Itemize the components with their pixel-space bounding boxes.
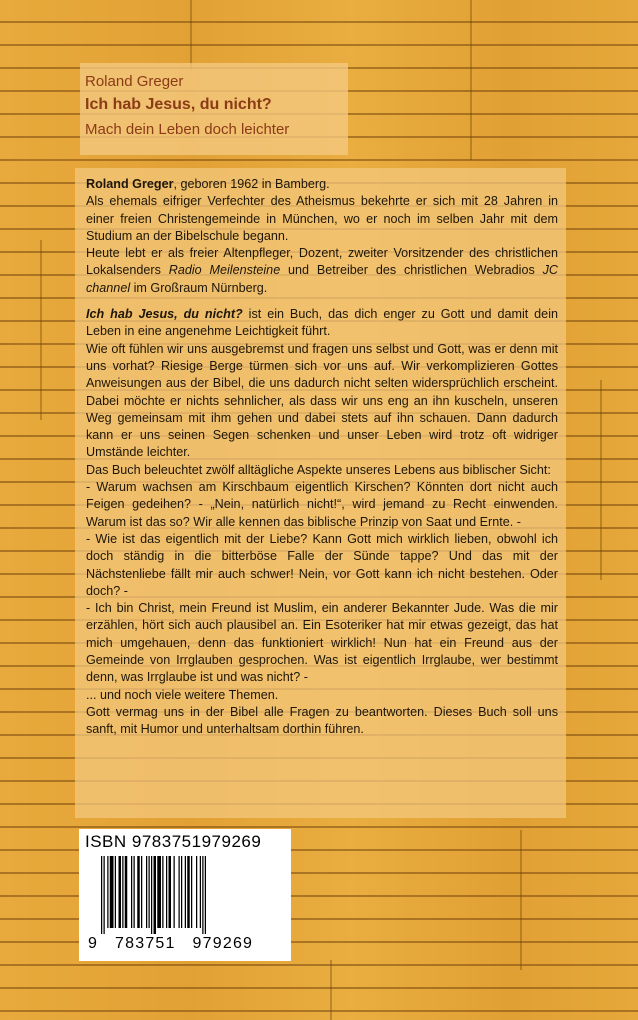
barcode-bar: [122, 856, 123, 928]
isbn-digits: 9 783751 979269: [88, 935, 254, 952]
barcode-bar: [141, 856, 142, 928]
barcode-bar: [110, 856, 114, 928]
aspects-paragraph: Das Buch beleuchtet zwölf alltägliche Aspekte unseres Lebens aus biblischer Sicht:: [86, 462, 551, 477]
barcode-bar: [200, 856, 201, 928]
barcode-bar: [205, 856, 206, 934]
barcode-bar: [134, 856, 135, 928]
closing-paragraph: Gott vermag uns in der Bibel alle Fragen zu beantworten. Dieses Buch soll uns sanft, mit Humor und unterhaltsam dorthin führen.: [86, 704, 558, 737]
barcode-bar: [185, 856, 186, 928]
topic-cherry-tree: - Warum wachsen am Kirschbaum eigentlich Kirschen? Könnten dort nicht auch Feigen gedeihen? - „Nein, natürlich nicht!“, wird jemand zu Recht einwenden. Warum ist das so? Wir alle kennen das biblische Prinzip von Saat und Ernte. -: [86, 480, 558, 529]
author-name: Roland Greger: [85, 73, 184, 90]
barcode-bar: [157, 856, 161, 928]
barcode-bar: [104, 856, 105, 934]
author-name-bold: Roland Greger: [86, 177, 174, 191]
barcode-bar: [174, 856, 175, 928]
plank-seam: [520, 830, 522, 970]
barcode-bar: [119, 856, 122, 928]
barcode-bar: [169, 856, 172, 928]
barcode-bar: [166, 856, 167, 928]
barcode-bar: [179, 856, 180, 928]
description-paragraph: Wie oft fühlen wir uns ausgebremst und fragen uns selbst und Gott, was er denn mit uns vorhat? Riesige Berge türmen sich vor uns auf. Wir verkomplizieren Gottes Anweisungen aus der Bibel, die uns dadurch nicht selten widersprüchlich erscheint. Dabei möchte er nichts sehnlicher, als dass wir uns eng an ihn kuscheln, unseren Weg gemeinsam mit ihm gehen und dabei stets auf ihn schauen. Dann dadurch kann er uns seinen Segen schenken und unser Leben wird trotz oft widriger Umstände leichter.: [86, 341, 558, 460]
barcode-bar: [154, 856, 157, 934]
book-title: Ich hab Jesus, du nicht?: [85, 96, 272, 113]
occupation-text-2: und Betreiber des christlichen Webradios: [280, 263, 543, 278]
webradio-name: JC channel: [86, 263, 558, 295]
occupation-text: Heute lebt er als freier Altenpfleger, Dozent, zweiter Vorsitzender des christlichen Lokalsenders: [86, 246, 558, 278]
barcode-bar: [162, 856, 163, 928]
barcode-bar: [187, 856, 190, 928]
author-bio-intro: [86, 176, 558, 193]
barcode-bar: [181, 856, 182, 928]
barcode-bar: [107, 856, 108, 928]
barcode-bar: [137, 856, 140, 928]
book-title-inline: Ich hab Jesus, du nicht?: [86, 307, 243, 322]
radio-name: Radio Meilensteine: [168, 263, 281, 278]
plank-seam: [330, 960, 332, 1020]
barcode-bar: [196, 856, 197, 928]
book-intro-text: ist ein Buch, das dich enger zu Gott und damit dein Leben in eine angenehme Leichtigkeit führt.: [86, 307, 558, 339]
blurb-text: [86, 176, 558, 739]
more-topics: ... und noch viele weitere Themen.: [86, 687, 279, 702]
barcode-bar: [146, 856, 147, 928]
plank-seam: [600, 380, 602, 580]
conversion-paragraph: Als ehemals eifriger Verfechter des Atheismus bekehrte er sich mit 28 Jahren in einer freien Christengemeinde in München, wo er noch im selben Jahr mit dem Studium an der Bibelschule begann.: [86, 194, 558, 243]
book-subtitle: Mach dein Leben doch leichter: [85, 121, 290, 138]
topic-belief: - Ich bin Christ, mein Freund ist Muslim, ein anderer Bekannter Jude. Was die mir erzählen, hört sich auch plausibel an. Ein Esoteriker hat mir etwas gezeigt, das hat mich umgehauen, denn das funktioniert wirklich! Nun hat ein Freund aus der Gemeinde von Irrglauben gesprochen. Was ist eigentlich Irrglaube, wer bestimmt denn, was Irrglaube ist und was nicht? -: [86, 601, 558, 685]
barcode-bar: [151, 856, 152, 934]
book-intro-paragraph: [86, 306, 558, 341]
occupation-text-3: im Großraum Nürnberg.: [130, 280, 268, 295]
birth-info: , geboren 1962 in Bamberg.: [173, 177, 330, 191]
plank-seam: [190, 0, 192, 70]
barcode-bar: [202, 856, 203, 934]
topic-love: - Wie ist das eigentlich mit der Liebe? Kann Gott mich wirklich lieben, obwohl ich doch ständig in die bitterböse Falle der Sünde tappe? Und das mit der Nächstenliebe fällt mir auch schwer! Nein, vor Gott kann ich nicht bestehen. Oder doch? -: [86, 531, 558, 598]
barcode-bar: [149, 856, 150, 928]
barcode-bar: [125, 856, 128, 928]
barcode-bar: [101, 856, 102, 934]
plank-seam: [40, 240, 42, 420]
barcode-bar: [131, 856, 132, 928]
barcode-bar: [191, 856, 192, 928]
barcode-bar: [115, 856, 116, 928]
barcode-graphic: [101, 856, 285, 934]
plank-seam: [470, 0, 472, 160]
occupation-paragraph: [86, 245, 558, 297]
isbn-label: ISBN 9783751979269: [85, 832, 262, 851]
